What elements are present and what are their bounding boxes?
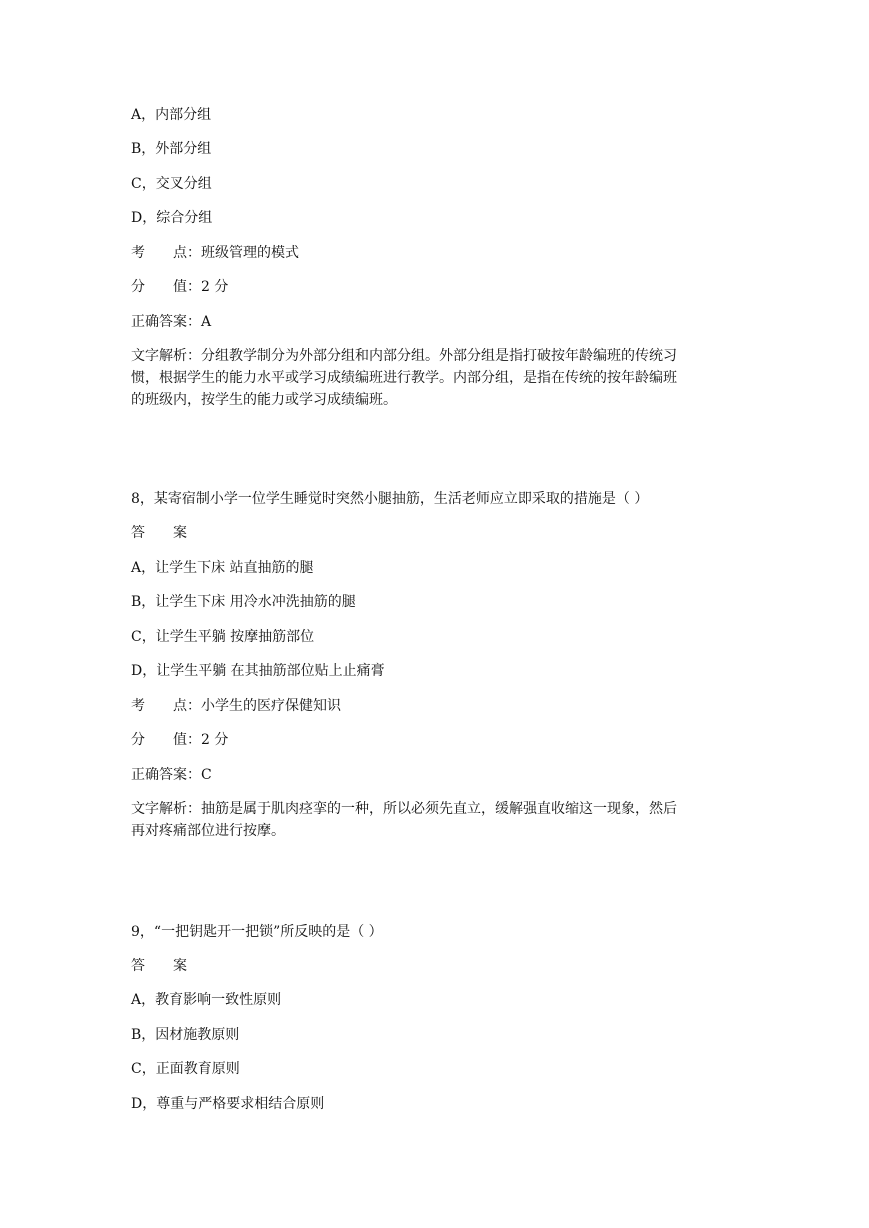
q8-correct-answer: 正确答案：C — [131, 767, 212, 783]
q7-option-b: B，外部分组 — [131, 141, 212, 157]
q8-option-d: D，让学生平躺 在其抽筋部位贴上止痛膏 — [131, 663, 385, 679]
q8-analysis-line: 文字解析：抽筋是属于肌肉痉挛的一种，所以必须先直立，缓解强直收缩这一现象，然后 — [131, 801, 677, 817]
q9-question: 9，“一把钥匙开一把锁”所反映的是（ ） — [131, 924, 383, 940]
q7-option-d: D，综合分组 — [131, 210, 213, 226]
q8-answer-label: 答 案 — [131, 525, 187, 541]
q7-analysis-line: 文字解析：分组教学制分为外部分组和内部分组。外部分组是指打破按年龄编班的传统习 — [131, 348, 677, 364]
q8-option-a: A，让学生下床 站直抽筋的腿 — [131, 560, 314, 576]
q7-analysis — [131, 345, 741, 411]
q7-score: 分 值：2 分 — [131, 279, 229, 295]
q7-option-a: A，内部分组 — [131, 107, 212, 123]
q7-option-c: C，交叉分组 — [131, 176, 212, 192]
q9-option-b: B，因材施教原则 — [131, 1027, 240, 1043]
q8-analysis — [131, 798, 741, 842]
q9-option-c: C，正面教育原则 — [131, 1061, 240, 1077]
q8-score: 分 值：2 分 — [131, 732, 229, 748]
q8-option-b: B，让学生下床 用冷水冲洗抽筋的腿 — [131, 594, 356, 610]
q8-exam-point: 考 点：小学生的医疗保健知识 — [131, 698, 341, 714]
q7-exam-point: 考 点：班级管理的模式 — [131, 245, 299, 261]
q7-analysis-line: 惯，根据学生的能力水平或学习成绩编班进行教学。内部分组，是指在传统的按年龄编班 — [131, 370, 677, 386]
q9-answer-label: 答 案 — [131, 958, 187, 974]
q8-analysis-line: 再对疼痛部位进行按摩。 — [131, 823, 285, 839]
q7-correct-answer: 正确答案：A — [131, 314, 212, 330]
q9-option-a: A，教育影响一致性原则 — [131, 992, 282, 1008]
q9-option-d: D，尊重与严格要求相结合原则 — [131, 1096, 325, 1112]
q7-analysis-line: 的班级内，按学生的能力或学习成绩编班。 — [131, 392, 397, 408]
q8-question: 8，某寄宿制小学一位学生睡觉时突然小腿抽筋，生活老师应立即采取的措施是（ ） — [131, 491, 649, 507]
q8-option-c: C，让学生平躺 按摩抽筋部位 — [131, 629, 315, 645]
